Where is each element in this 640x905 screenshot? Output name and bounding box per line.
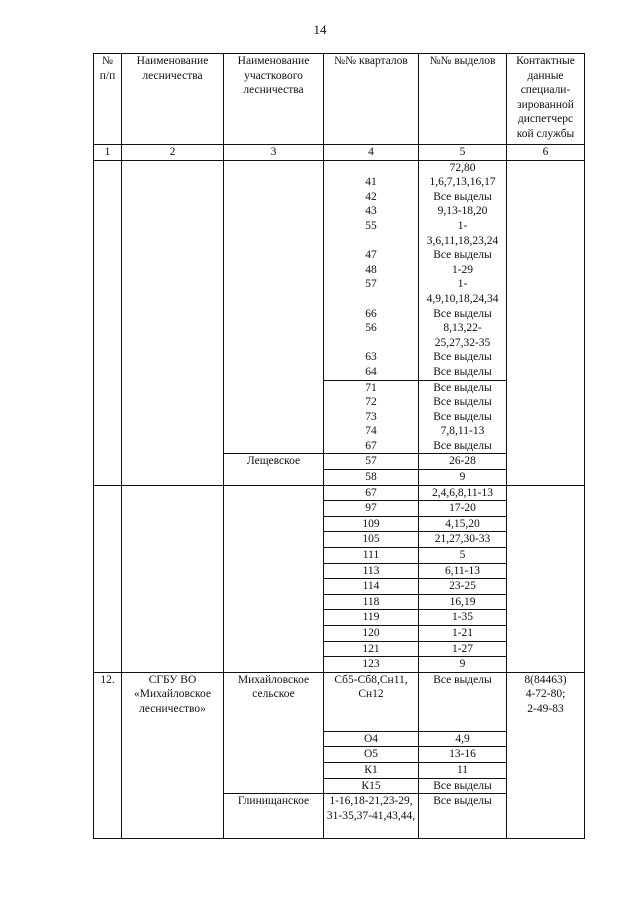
contact-line: 4-72-80; [525, 688, 566, 701]
column-number: 1 [94, 145, 122, 161]
district-cell: Глинищанское [224, 794, 324, 839]
section-value: 4,9,10,18,24,34 [426, 292, 499, 305]
quarter-cell: К15 [324, 778, 419, 794]
sections-stack [419, 380, 507, 454]
quarter-cell: 119 [324, 610, 419, 626]
section-value: Все выделы [433, 307, 492, 320]
table-row [94, 672, 585, 731]
district-cell: Лещевское [224, 454, 324, 485]
quarter-cell: 113 [324, 563, 419, 579]
section-value: 1,6,7,13,16,17 [429, 176, 496, 189]
quarter-cell: 121 [324, 641, 419, 657]
section-value: Все выделы [433, 365, 492, 378]
contact-line: 2-49-83 [527, 702, 564, 715]
section-value: Все выделы [433, 396, 492, 409]
section-value: Все выделы [433, 410, 492, 423]
section-cell: 21,27,30-33 [419, 532, 507, 548]
quarter-value: 73 [365, 410, 377, 423]
column-numbers-row [94, 145, 585, 161]
section-cell: 1-35 [419, 610, 507, 626]
section-cell: 9 [419, 470, 507, 486]
quarter-value [326, 336, 416, 351]
column-number: 2 [122, 145, 224, 161]
quarter-value: 64 [365, 365, 377, 378]
section-cell: 1-21 [419, 626, 507, 642]
section-value: 1-29 [451, 263, 474, 276]
column-number: 4 [324, 145, 419, 161]
section-cell: 26-28 [419, 454, 507, 470]
quarter-value: 41 [365, 176, 377, 189]
table-row [94, 160, 585, 380]
quarter-cell: 97 [324, 501, 419, 517]
forestry-table [93, 53, 585, 839]
quarter-value: 72 [365, 396, 377, 409]
section-cell: Все выделы [419, 794, 507, 839]
column-number: 5 [419, 145, 507, 161]
section-cell: 17-20 [419, 501, 507, 517]
quarter-value: 55 [365, 219, 377, 232]
quarter-value: 67 [365, 439, 377, 452]
quarter-value [326, 161, 416, 176]
quarter-cell: 67 [324, 485, 419, 501]
header-quarters: №№ кварталов [324, 54, 419, 145]
forestry-cell: СГБУ ВО «Михайловское лесничество» [122, 672, 224, 838]
quarter-cell: 105 [324, 532, 419, 548]
section-value: Все выделы [433, 190, 492, 203]
section-value: 1- [457, 278, 468, 291]
quarter-cell: О4 [324, 731, 419, 747]
quarter-cell: К1 [324, 762, 419, 778]
quarter-value: 74 [365, 425, 377, 438]
quarter-cell: 57 [324, 454, 419, 470]
section-cell: 1-27 [419, 641, 507, 657]
section-value: 1- [457, 219, 468, 232]
contact-line: 8(84463) [524, 673, 567, 686]
quarter-value: 56 [365, 322, 377, 335]
table-row [94, 485, 585, 501]
section-value: 25,27,32-35 [434, 336, 491, 349]
page-number: 14 [313, 22, 327, 37]
forestry-cell [122, 485, 224, 672]
quarter-cell: 123 [324, 657, 419, 673]
quarter-cell: 118 [324, 594, 419, 610]
header-contacts: Контактные данные специали-зированной диспетчерс кой службы [507, 54, 585, 145]
num-cell [94, 485, 122, 672]
header-sections: №№ выделов [419, 54, 507, 145]
section-value: Все выделы [433, 439, 492, 452]
section-cell: 23-25 [419, 579, 507, 595]
section-cell: 11 [419, 762, 507, 778]
quarter-value: 63 [365, 351, 377, 364]
header-num: № п/п [94, 54, 122, 145]
district-cell [224, 485, 324, 672]
district-cell: Михайловское сельское [224, 672, 324, 793]
section-cell: Все выделы [419, 672, 507, 731]
section-value: Все выделы [433, 381, 492, 394]
section-value: 9,13-18,20 [437, 205, 488, 218]
quarter-value [326, 234, 416, 249]
quarter-value: 42 [365, 190, 377, 203]
quarter-value: 71 [365, 381, 377, 394]
quarter-value: 43 [365, 205, 377, 218]
section-value: 72,80 [449, 161, 476, 174]
section-cell: 9 [419, 657, 507, 673]
section-value: 7,8,11-13 [440, 425, 485, 438]
contacts-cell [507, 672, 585, 838]
quarters-stack [324, 380, 419, 454]
column-number: 3 [224, 145, 324, 161]
section-cell: 5 [419, 548, 507, 564]
section-cell: 16,19 [419, 594, 507, 610]
header-row [94, 54, 585, 145]
quarter-value [326, 292, 416, 307]
quarter-value: 47 [365, 249, 377, 262]
quarter-value: 66 [365, 307, 377, 320]
header-forestry: Наименование лесничества [122, 54, 224, 145]
section-cell: 4,9 [419, 731, 507, 747]
column-number: 6 [507, 145, 585, 161]
quarter-cell: 111 [324, 548, 419, 564]
contacts-cell [507, 160, 585, 485]
section-value: Все выделы [433, 249, 492, 262]
quarter-cell: 58 [324, 470, 419, 486]
quarter-cell: 120 [324, 626, 419, 642]
quarters-stack [324, 160, 419, 380]
quarter-value: 48 [365, 263, 377, 276]
header-district: Наименование участкового лесничества [224, 54, 324, 145]
num-cell [94, 160, 122, 485]
num-cell: 12. [94, 672, 122, 838]
quarter-cell: О5 [324, 747, 419, 763]
district-cell [224, 160, 324, 454]
section-cell: 6,11-13 [419, 563, 507, 579]
quarter-cell: 109 [324, 516, 419, 532]
section-value: 3,6,11,18,23,24 [426, 234, 499, 247]
quarter-cell: 1-16,18-21,23-29, 31-35,37-41,43,44, [324, 794, 419, 839]
section-cell: 13-16 [419, 747, 507, 763]
section-cell: 4,15,20 [419, 516, 507, 532]
section-cell: 2,4,6,8,11-13 [419, 485, 507, 501]
forestry-cell [122, 160, 224, 485]
quarter-value: 57 [365, 278, 377, 291]
contacts-cell [507, 485, 585, 672]
sections-stack [419, 160, 507, 380]
section-value: Все выделы [433, 351, 492, 364]
quarter-cell: 114 [324, 579, 419, 595]
section-value: 8,13,22- [443, 322, 482, 335]
quarter-cell: Сб5-Сб8,Сн11, Сн12 [324, 672, 419, 731]
section-cell: Все выделы [419, 778, 507, 794]
